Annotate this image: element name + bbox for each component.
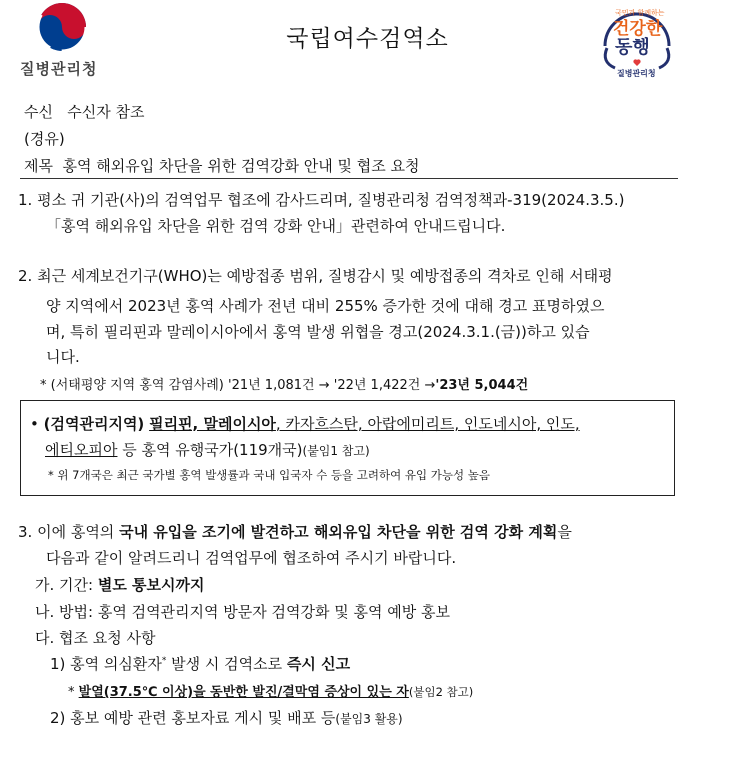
p2-note — [40, 374, 528, 393]
box-footnote: * 위 7개국은 최근 국가별 홍역 발생률과 국내 입국자 수 등을 고려하여 유입 가능성 높음 — [48, 468, 490, 482]
box-line2 — [45, 439, 370, 460]
box-line2-countries: 에티오피아 — [45, 441, 118, 459]
subject-divider — [20, 178, 678, 179]
p3-c1 — [50, 653, 350, 674]
campaign-top-text: 국민과 함께하는 — [615, 9, 665, 17]
subject-row — [24, 155, 419, 176]
p3-c1-note-star: * — [68, 685, 79, 700]
recipient-row — [24, 101, 145, 122]
box-line2-rest: 등 홍역 유행국가(119개국) — [117, 441, 303, 459]
p3-c1-prefix: 1) 홍역 의심환자 — [50, 655, 162, 673]
p3-prefix: 3. 이에 홍역의 — [18, 523, 120, 541]
p3-a — [35, 574, 205, 595]
p3-c1-mid: 발생 시 검역소로 — [166, 655, 287, 673]
p3-a-value: 별도 통보시까지 — [97, 576, 205, 594]
p3-c2-ref: (붙임3 활용) — [335, 712, 403, 726]
campaign-line2: 동행 — [615, 37, 650, 58]
p2-line1: 2. 최근 세계보건기구(WHO)는 예방접종 범위, 질병감시 및 예방접종의 격차로 인해 서태평 — [18, 267, 613, 285]
p3-bold: 국내 유입을 조기에 발견하고 해외유입 차단을 위한 검역 강화 계획 — [119, 523, 558, 541]
recipient-label: 수신 — [24, 103, 53, 121]
p3-a-label: 가. 기간: — [35, 576, 98, 594]
subject-label: 제목 — [24, 157, 53, 175]
p3-c1-sup: * — [161, 656, 167, 666]
p3-b: 나. 방법: 홍역 검역관리지역 방문자 검역강화 및 홍역 예방 홍보 — [35, 603, 450, 621]
document-title: 국립여수검역소 — [286, 26, 449, 52]
campaign-line1: 건강한 — [613, 19, 663, 39]
p2-line4: 니다. — [46, 348, 80, 366]
box-label: (검역관리지역) — [43, 415, 145, 433]
p3-line2: 다음과 같이 알려드리니 검역업무에 협조하여 주시기 바랍니다. — [46, 549, 457, 567]
p3-c2 — [50, 707, 403, 728]
org-name: 질병관리청 — [20, 60, 98, 78]
p3-c1-bold: 즉시 신고 — [286, 655, 351, 673]
p1-line1: 1. 평소 귀 기관(사)의 검역업무 협조에 감사드리며, 질병관리청 검역정책과-319(2024.3.5.) — [18, 191, 625, 209]
p2-line3: 며, 특히 필리핀과 말레이시아에서 홍역 발생 위협을 경고(2024.3.1.(금))하고 있습 — [46, 323, 590, 341]
p3-c1-note-ref: (붙임2 참고) — [408, 685, 474, 699]
p2-note-text: * (서태평양 지역 홍역 감염사례) '21년 1,081건 → '22년 1,422건 → — [40, 378, 436, 393]
p2-line2: 양 지역에서 2023년 홍역 사례가 전년 대비 255% 증가한 것에 대해 경고 표명하였으 — [46, 297, 605, 315]
box-countries-rest: , 카자흐스탄, 아랍에미리트, 인도네시아, 인도, — [275, 415, 580, 433]
p3-c1-note — [68, 681, 473, 700]
p3-suffix: 을 — [557, 523, 572, 541]
campaign-logo — [595, 2, 679, 80]
p3-line1 — [18, 521, 572, 542]
p2-note-bold: '23년 5,044건 — [435, 378, 529, 393]
recipient-value: 수신자 참조 — [67, 103, 145, 121]
p1-line2: 「홍역 해외유입 차단을 위한 검역 강화 안내」관련하여 안내드립니다. — [46, 217, 506, 235]
box-bold-countries: 필리핀, 말레이시아 — [149, 415, 276, 433]
bullet: • — [30, 415, 39, 433]
via-row: (경유) — [24, 130, 65, 148]
p3-c: 다. 협조 요청 사항 — [35, 629, 156, 647]
box-attachment: (붙임1 참고) — [302, 444, 370, 458]
campaign-org: 질병관리청 — [617, 69, 656, 78]
p3-c1-note-text: 발열(37.5℃ 이상)을 동반한 발진/결막염 증상이 있는 자 — [78, 685, 409, 700]
box-line1 — [30, 413, 580, 434]
p3-c2-text: 2) 홍보 예방 관련 홍보자료 게시 및 배포 등 — [50, 709, 336, 727]
subject-value: 홍역 해외유입 차단을 위한 검역강화 안내 및 협조 요청 — [62, 157, 420, 175]
